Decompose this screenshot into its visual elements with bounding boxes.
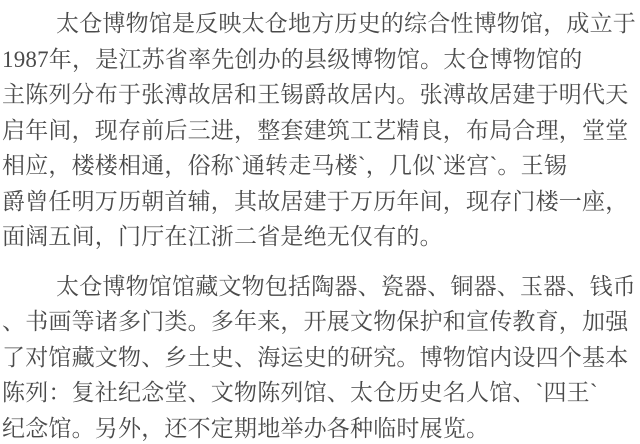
text-line: 太仓博物馆是反映太仓地方历史的综合性博物馆，成立于 [56, 11, 636, 36]
text-line: 太仓博物馆馆藏文物包括陶器、瓷器、铜器、玉器、钱币 [56, 273, 636, 299]
paragraph-museum-collection [2, 269, 640, 444]
paragraph-museum-intro [2, 6, 640, 255]
text-line: 启年间，现存前后三进，整套建筑工艺精良，布局合理，堂堂 [2, 117, 629, 143]
text-line: 1987年，是江苏省率先创办的县级博物馆。太仓博物馆的 [2, 46, 583, 72]
text-line: 纪念馆。另外，还不定期地举办各种临时展览。 [2, 415, 490, 441]
text-line: 了对馆藏文物、乡土史、海运史的研究。博物馆内设四个基本 [2, 344, 629, 370]
text-line: 相应，楼楼相通，俗称`通转走马楼`，几似`迷宫`。王锡 [2, 153, 568, 178]
text-line: 陈列：复社纪念堂、文物陈列馆、太仓历史名人馆、`四王` [2, 380, 598, 405]
text-line: 爵曾任明万历朝首辅，其故居建于万历年间，现存门楼一座， [2, 188, 629, 214]
text-line: 面阔五间，门厅在江浙二省是绝无仅有的。 [2, 224, 443, 249]
text-line: 主陈列分布于张溥故居和王锡爵故居内。张溥故居建于明代天 [2, 82, 629, 107]
text-line: 、书画等诸多门类。多年来，开展文物保护和宣传教育，加强 [2, 309, 629, 334]
